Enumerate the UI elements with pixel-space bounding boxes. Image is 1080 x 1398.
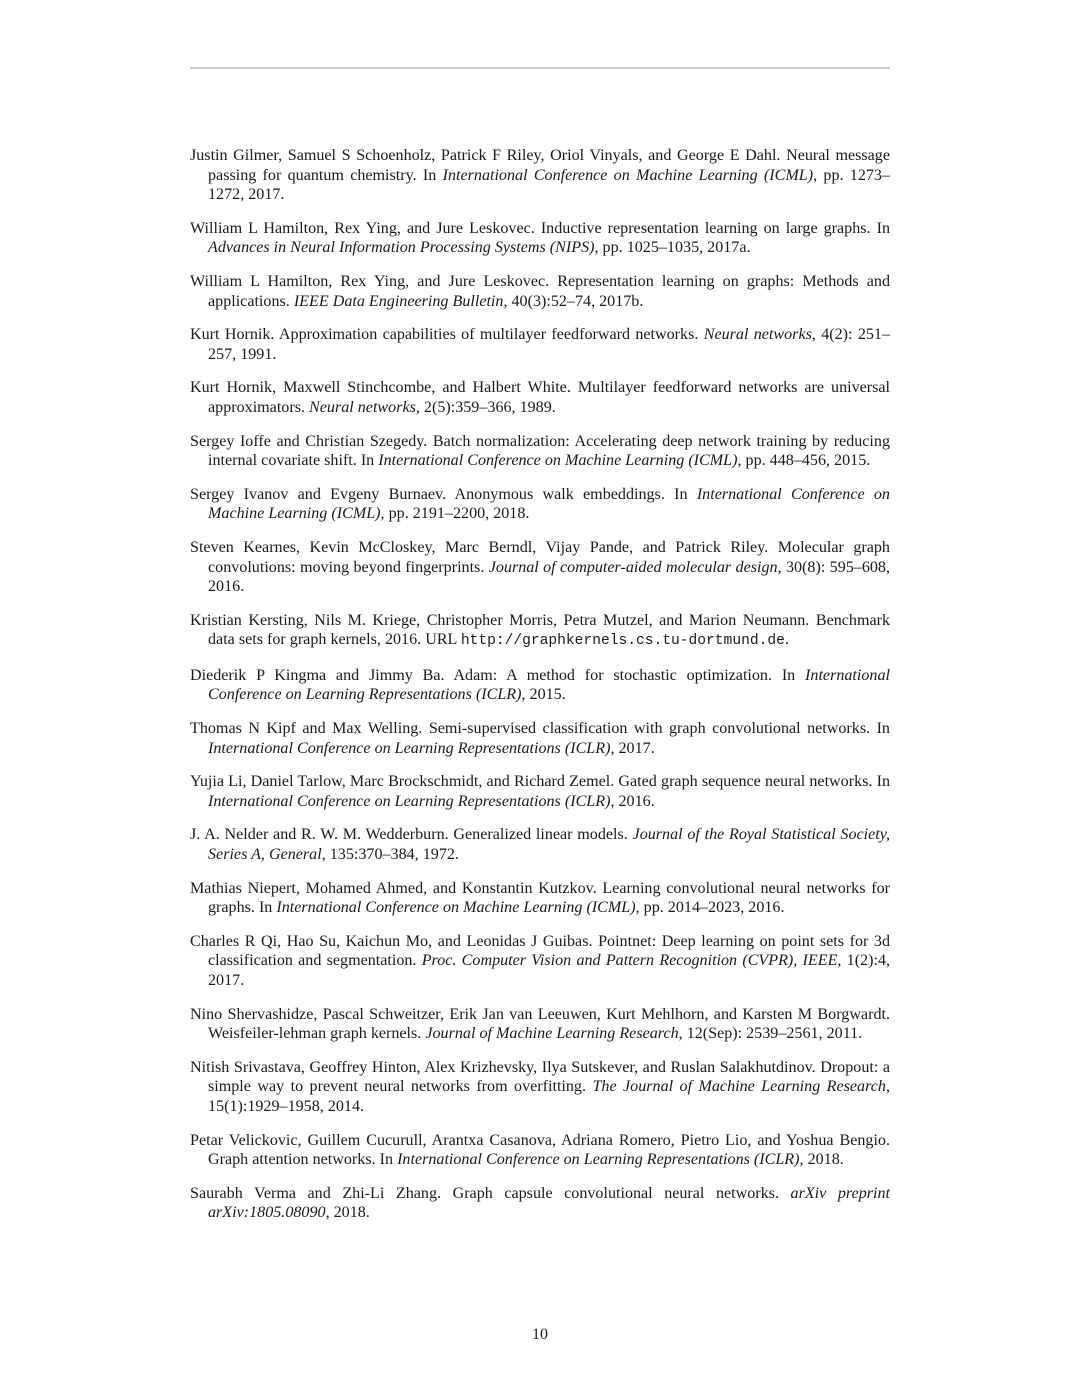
reference-title: Benchmark data sets for graph kernels, 2016. URL [208,611,891,649]
reference-venue: International Conference on Learning Representations (ICLR) [208,792,611,810]
reference-venue: Proc. Computer Vision and Pattern Recognition (CVPR), IEEE [421,952,838,970]
reference-title: Representation learning on graphs: Methods and applications. [208,272,890,310]
reference-venue: arXiv preprint arXiv:1805.08090 [208,1184,890,1222]
reference-item [190,772,890,811]
reference-item [190,1005,890,1044]
reference-title: Pointnet: Deep learning on point sets for 3d classification and segmentation. [208,932,891,970]
reference-url[interactable]: http://graphkernels.cs.tu-dortmund.de [460,633,785,650]
reference-title: Multilayer feedforward networks are universal approximators. [208,379,891,416]
reference-title: Weisfeiler-lehman graph kernels. [208,1025,422,1043]
reference-venue: International Conference on Machine Learning (ICML) [378,452,738,470]
reference-item [190,666,890,705]
reference-authors: Justin Gilmer, Samuel S Schoenholz, Patrick F Riley, Oriol Vinyals, and George E Dahl. [190,147,781,164]
reference-title: Dropout: a simple way to prevent neural networks from overfitting. [208,1058,890,1096]
reference-item [190,485,890,524]
reference-authors: Saurabh Verma and Zhi-Li Zhang. [190,1184,442,1202]
reference-details: , 2018. [799,1151,844,1169]
reference-details: , 40(3):52–74, 2017b. [503,292,644,310]
reference-details: , 15(1):1929–1958, 2014. [208,1078,890,1115]
reference-item [190,1058,890,1117]
reference-authors: Kurt Hornik, Maxwell Stinchcombe, and Halbert White. [190,379,571,397]
reference-details: , 12(Sep): 2539–2561, 2011. [678,1025,863,1043]
page-number: 10 [532,1326,548,1343]
reference-authors: Yujia Li, Daniel Tarlow, Marc Brockschmidt, and Richard Zemel. [190,773,615,791]
reference-title: Neural message passing for quantum chemistry. In [208,147,890,184]
reference-authors: Diederik P Kingma and Jimmy Ba. [190,666,445,684]
reference-authors: Thomas N Kipf and Max Welling. [190,720,423,738]
reference-item [190,325,890,364]
reference-title: Semi-supervised classification with graph convolutional networks. In [428,720,890,738]
reference-item [190,1131,890,1170]
reference-title: Approximation capabilities of multilayer feedforward networks. [278,326,699,344]
reference-item [190,146,890,205]
reference-details: , 2017. [610,739,655,757]
reference-authors: Nino Shervashidze, Pascal Schweitzer, Erik Jan van Leeuwen, Kurt Mehlhorn, and Karsten M Borgwardt. [190,1005,890,1023]
reference-details: , 1(2):4, 2017. [208,952,891,989]
reference-authors: Charles R Qi, Hao Su, Kaichun Mo, and Leonidas J Guibas. [190,932,593,950]
reference-authors: Kristian Kersting, Nils M. Kriege, Christopher Morris, Petra Mutzel, and Marion Neumann. [190,611,810,629]
reference-details: , pp. 1025–1035, 2017a. [594,239,751,257]
reference-details: , 30(8): 595–608, 2016. [208,558,890,596]
reference-authors: Petar Velickovic, Guillem Cucurull, Arantxa Casanova, Adriana Romero, Pietro Lio, and Yoshua Bengio. [190,1131,890,1149]
reference-item [190,1184,890,1223]
reference-item [190,611,890,652]
reference-details: . [784,631,789,649]
reference-venue: International Conference on Learning Representations (ICLR) [208,739,611,757]
reference-details: , 135:370–384, 1972. [321,846,459,864]
reference-venue: IEEE Data Engineering Bulletin [293,292,504,310]
reference-authors: Nitish Srivastava, Geoffrey Hinton, Alex Krizhevsky, Ilya Sutskever, and Ruslan Salakhutdinov. [190,1058,816,1076]
reference-title: Inductive representation learning on large graphs. In [540,219,890,237]
reference-venue: International Conference on Machine Learning (ICML) [442,166,814,184]
reference-details: , 2(5):359–366, 1989. [415,398,556,416]
reference-details: , 2018. [325,1204,370,1222]
reference-details: , 2016. [610,792,655,810]
reference-item [190,932,890,991]
reference-details: , pp. 2191–2200, 2018. [380,505,530,523]
reference-details: , 2015. [521,686,566,704]
reference-venue: International Conference on Machine Learning (ICML) [208,485,890,523]
reference-venue: Advances in Neural Information Processing Systems (NIPS) [208,239,595,257]
reference-authors: Mathias Niepert, Mohamed Ahmed, and Konstantin Kutzkov. [190,879,597,897]
reference-authors: J. A. Nelder and R. W. M. Wedderburn. [190,826,449,844]
reference-details: , pp. 1273–1272, 2017. [208,166,891,204]
reference-venue: Neural networks [309,398,416,416]
reference-details: , pp. 448–456, 2015. [737,452,871,470]
reference-title: Learning convolutional neural networks for graphs. In [208,879,890,917]
reference-item [190,378,890,417]
header-rule [190,67,890,69]
reference-venue: International Conference on Learning Representations (ICLR) [397,1151,800,1169]
reference-title: Graph capsule convolutional neural networks. [452,1184,779,1202]
reference-title: Gated graph sequence neural networks. In [618,773,890,791]
reference-authors: Kurt Hornik. [190,326,275,344]
reference-authors: Sergey Ivanov and Evgeny Burnaev. [190,485,447,503]
reference-title: Adam: A method for stochastic optimization. In [453,666,796,684]
reference-item [190,879,890,918]
reference-title: Generalized linear models. [453,826,628,844]
reference-authors: William L Hamilton, Rex Ying, and Jure Leskovec. [190,219,535,237]
reference-venue: The Journal of Machine Learning Research [592,1078,886,1096]
reference-title: Anonymous walk embeddings. In [454,485,688,503]
reference-details: , pp. 2014–2023, 2016. [635,899,785,917]
reference-venue: Journal of Machine Learning Research [425,1025,679,1043]
reference-item [190,272,890,311]
reference-title: Graph attention networks. In [208,1151,394,1169]
reference-authors: Sergey Ioffe and Christian Szegedy. [190,432,428,450]
reference-authors: William L Hamilton, Rex Ying, and Jure Leskovec. [190,272,550,290]
reference-item [190,719,890,758]
reference-authors: Steven Kearnes, Kevin McCloskey, Marc Berndl, Vijay Pande, and Patrick Riley. [190,538,769,556]
reference-venue: International Conference on Learning Representations (ICLR) [208,666,890,704]
reference-item [190,538,890,597]
reference-title: Molecular graph convolutions: moving beyond fingerprints. [208,538,890,576]
reference-venue: International Conference on Machine Learning (ICML) [276,899,636,917]
reference-item [190,825,890,864]
reference-item [190,219,890,258]
reference-details: , 4(2): 251–257, 1991. [208,326,891,363]
reference-venue: Journal of the Royal Statistical Society, Series A, General [208,826,891,864]
reference-title: Batch normalization: Accelerating deep network training by reducing internal covariate shift. In [208,432,890,470]
reference-venue: Journal of computer-aided molecular design [488,558,778,576]
reference-list [190,146,890,1237]
reference-venue: Neural networks [703,326,812,344]
reference-item [190,432,890,471]
